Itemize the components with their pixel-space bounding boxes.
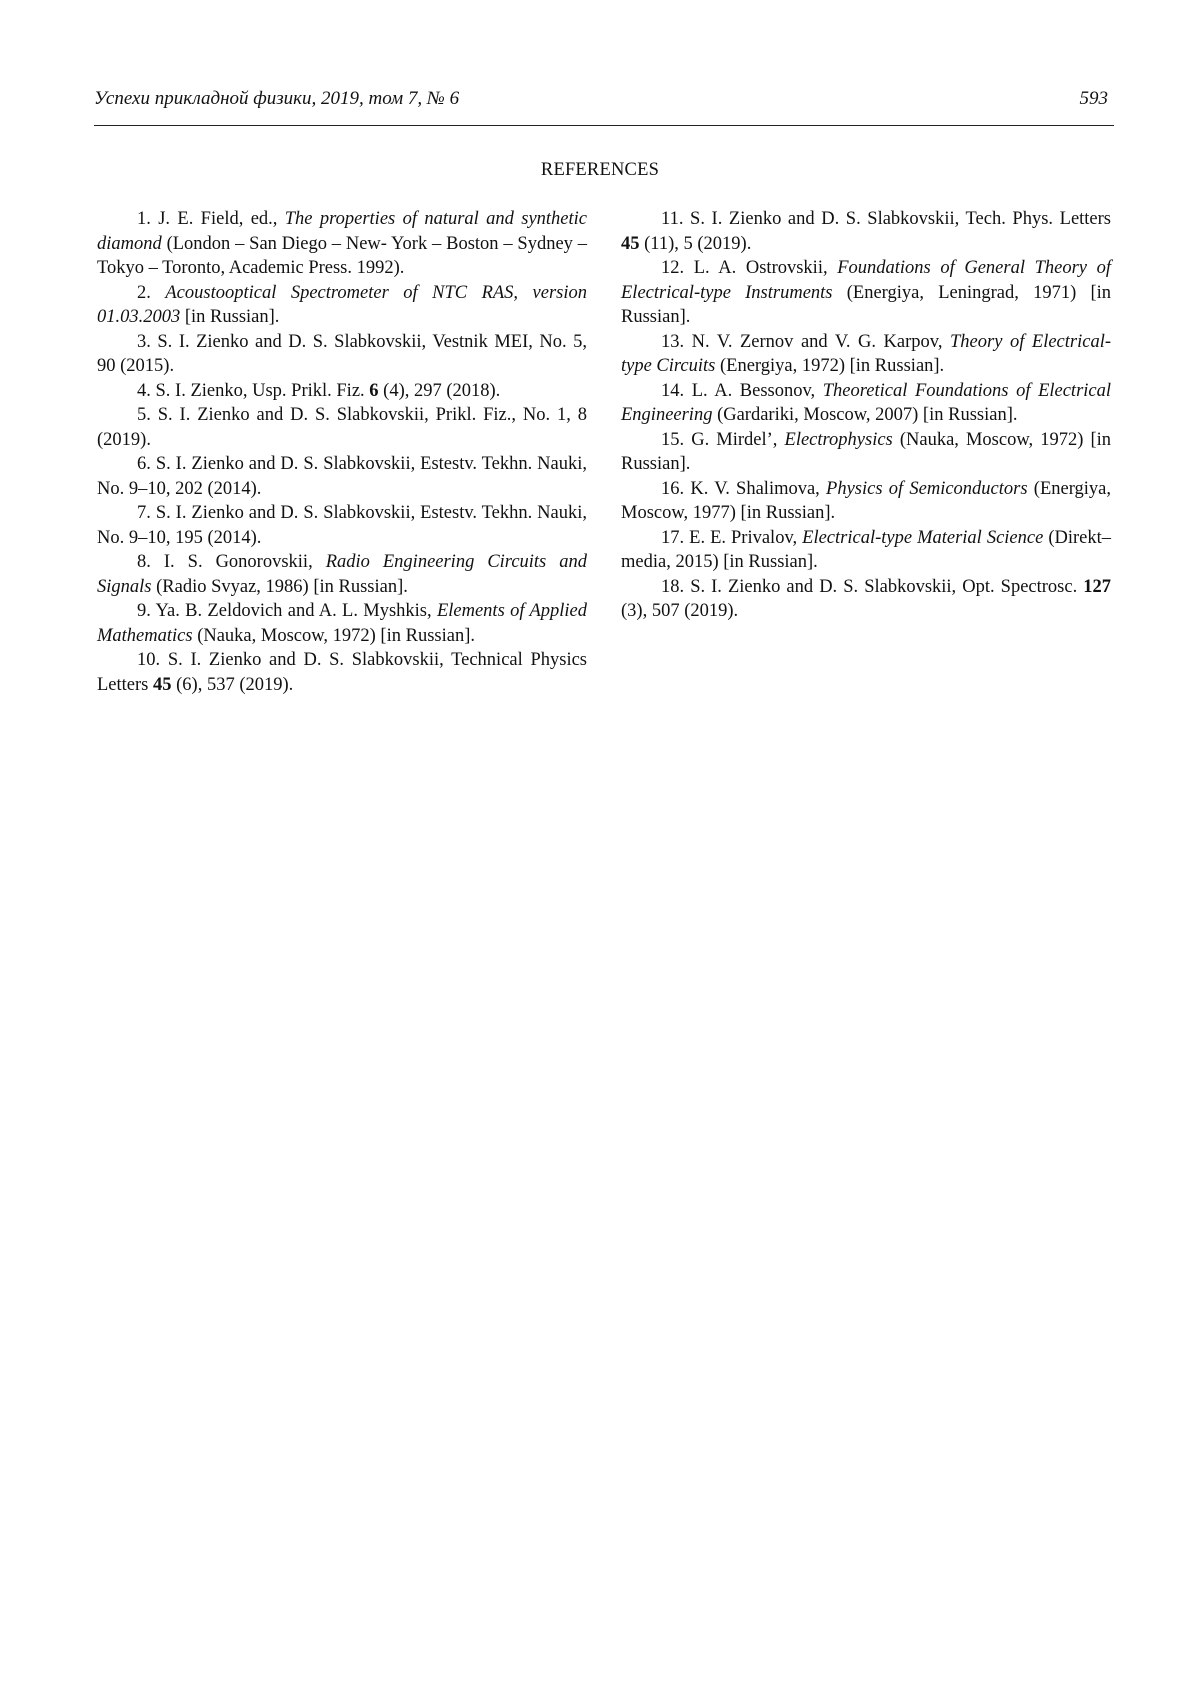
reference-text: S. I. Zienko and D. S. Slabkovskii, Technical Physics Letters <box>97 650 587 695</box>
reference-item <box>621 207 1111 256</box>
reference-text: (Gardariki, Moscow, 2007) [in Russian]. <box>712 405 1018 425</box>
reference-text: S. I. Zienko and D. S. Slabkovskii, Estestv. Tekhn. Nauki, No. 9–10, 202 (2014). <box>97 454 588 499</box>
reference-text: G. Mirdel’, <box>691 429 785 450</box>
reference-text: I. S. Gonorovskii, <box>163 552 326 572</box>
reference-text: (London – San Diego – New- York – Boston – Sydney – Tokyo – Toronto, Academic Press. 1992). <box>97 233 587 278</box>
reference-item <box>97 550 587 599</box>
reference-text: (11), 5 (2019). <box>639 233 752 254</box>
reference-number: 6. <box>137 454 151 474</box>
reference-number: 16. <box>661 478 685 499</box>
references-column-left <box>97 207 587 697</box>
reference-text: (Nauka, Moscow, 1972) [in Russian]. <box>621 429 1112 474</box>
reference-text: (Energiya, Leningrad, 1971) [in Russian]. <box>621 282 1112 327</box>
reference-item <box>621 330 1111 379</box>
reference-title: Elements of Applied Mathematics <box>97 601 587 646</box>
reference-item <box>97 648 587 697</box>
reference-number: 10. <box>137 650 161 670</box>
reference-title: Theory of Electrical-type Circuits <box>621 331 1112 376</box>
reference-text: S. I. Zienko and D. S. Slabkovskii, Vestnik MEI, No. 5, 90 (2015). <box>97 331 587 376</box>
reference-title: Electrophysics <box>784 429 893 450</box>
reference-item <box>621 379 1111 428</box>
reference-title: Electrical-type Material Science <box>802 527 1044 548</box>
reference-item <box>97 379 587 404</box>
reference-item <box>97 501 587 550</box>
reference-item <box>97 452 587 501</box>
reference-item <box>97 330 587 379</box>
references-heading: REFERENCES <box>540 160 660 180</box>
reference-text: J. E. Field, ed., <box>158 209 285 229</box>
reference-item <box>97 599 587 648</box>
reference-text: S. I. Zienko and D. S. Slabkovskii, Prikl. Fiz., No. 1, 8 (2019). <box>97 405 588 450</box>
reference-item <box>97 281 587 330</box>
reference-text: (Radio Svyaz, 1986) [in Russian]. <box>151 576 408 597</box>
reference-text: (4), 297 (2018). <box>378 380 501 401</box>
reference-number: 9. <box>137 601 151 621</box>
reference-text: S. I. Zienko and D. S. Slabkovskii, Opt. Spectrosc. <box>690 576 1084 597</box>
reference-volume: 6 <box>369 380 379 401</box>
reference-number: 2. <box>137 282 151 303</box>
reference-text: (Energiya, Moscow, 1977) [in Russian]. <box>621 478 1112 523</box>
reference-item <box>97 403 587 452</box>
reference-number: 1. <box>137 209 151 229</box>
reference-text: (3), 507 (2019). <box>621 601 739 621</box>
reference-title: The properties of natural and synthetic diamond <box>97 209 588 254</box>
header-rule <box>94 125 1114 126</box>
reference-text: Ya. B. Zeldovich and A. L. Myshkis, <box>155 601 437 621</box>
reference-number: 8. <box>137 552 151 572</box>
reference-title: Theoretical Foundations of Electrical Engineering <box>621 380 1112 425</box>
page-number: 593 <box>1079 88 1108 109</box>
reference-text: S. I. Zienko, Usp. Prikl. Fiz. <box>155 380 370 401</box>
references-column-right <box>621 207 1111 624</box>
reference-number: 13. <box>661 331 685 352</box>
reference-text: N. V. Zernov and V. G. Karpov, <box>691 331 951 352</box>
reference-text: (Energiya, 1972) [in Russian]. <box>715 356 945 376</box>
reference-number: 3. <box>137 331 151 352</box>
reference-volume: 127 <box>1083 576 1112 597</box>
reference-number: 4. <box>137 380 151 401</box>
reference-item <box>621 477 1111 526</box>
reference-volume: 45 <box>621 233 640 254</box>
reference-title: Radio Engineering Circuits and Signals <box>97 552 587 597</box>
reference-item <box>621 256 1111 330</box>
reference-item <box>621 428 1111 477</box>
reference-text: (6), 537 (2019). <box>171 674 294 695</box>
reference-number: 7. <box>137 503 151 523</box>
reference-number: 17. <box>661 527 685 548</box>
reference-text: S. I. Zienko and D. S. Slabkovskii, Estestv. Tekhn. Nauki, No. 9–10, 195 (2014). <box>97 503 588 548</box>
reference-title: Acoustooptical Spectrometer of NTC RAS, version 01.03.2003 <box>97 282 587 327</box>
reference-number: 12. <box>661 258 685 278</box>
reference-number: 14. <box>661 380 685 401</box>
reference-text: L. A. Ostrovskii, <box>693 258 838 278</box>
reference-title: Foundations of General Theory of Electrical-type Instruments <box>621 258 1112 303</box>
journal-title: Успехи прикладной физики, 2019, том 7, № 6 <box>94 88 460 109</box>
reference-text: (Direkt–media, 2015) [in Russian]. <box>621 527 1111 572</box>
reference-number: 5. <box>137 405 151 425</box>
reference-text: K. V. Shalimova, <box>690 478 827 499</box>
reference-number: 11. <box>661 209 684 229</box>
reference-text: S. I. Zienko and D. S. Slabkovskii, Tech. Phys. Letters <box>690 209 1112 229</box>
reference-item <box>621 526 1111 575</box>
reference-text: E. E. Privalov, <box>689 527 803 548</box>
reference-text: [in Russian]. <box>180 307 280 327</box>
reference-number: 18. <box>661 576 685 597</box>
reference-volume: 45 <box>153 674 172 695</box>
reference-title: Physics of Semiconductors <box>826 478 1028 499</box>
reference-text: L. A. Bessonov, <box>691 380 823 401</box>
reference-text: (Nauka, Moscow, 1972) [in Russian]. <box>192 625 475 646</box>
reference-item <box>97 207 587 281</box>
running-header <box>94 88 1108 110</box>
reference-number: 15. <box>661 429 685 450</box>
reference-item <box>621 575 1111 624</box>
